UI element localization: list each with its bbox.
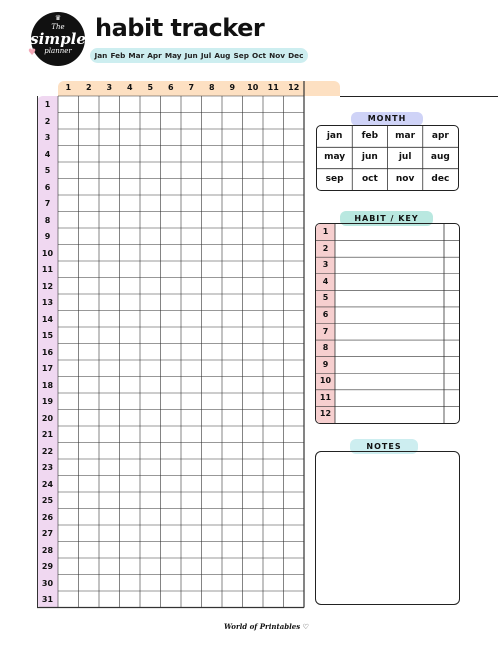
column-number: 9	[229, 83, 236, 92]
heart-outline-icon: ♡	[302, 622, 309, 631]
row-number: 6	[44, 182, 51, 192]
notes-box[interactable]	[315, 451, 460, 605]
habit-key-number: 4	[322, 276, 329, 286]
row-number: 2	[44, 116, 51, 126]
row-number: 31	[41, 595, 54, 604]
row-number: 18	[41, 380, 54, 390]
crown-icon: ♛	[54, 14, 62, 22]
row-number: 14	[41, 314, 54, 324]
heart-icon: ♥	[28, 48, 37, 58]
row-number: 1	[44, 100, 51, 109]
month-short-nov[interactable]: Nov	[269, 51, 285, 60]
month-option-jul[interactable]: jul	[398, 152, 412, 163]
logo-line-3: planner	[44, 46, 72, 55]
habit-key-number: 9	[322, 359, 329, 369]
month-option-jan[interactable]: jan	[326, 131, 343, 141]
month-option-nov[interactable]: nov	[395, 173, 415, 184]
row-number: 25	[41, 496, 54, 505]
month-section-label: MONTH	[351, 112, 423, 126]
month-short-jun[interactable]: Jun	[184, 51, 198, 60]
logo-line-1: The	[51, 22, 65, 31]
habit-key-number: 6	[322, 309, 329, 319]
month-short-feb[interactable]: Feb	[110, 51, 126, 60]
habit-key-number: 10	[319, 376, 332, 386]
month-option-mar[interactable]: mar	[395, 131, 416, 141]
month-option-sep[interactable]: sep	[325, 173, 344, 184]
row-number: 30	[41, 578, 54, 588]
grid-lines	[37, 81, 343, 611]
row-number: 24	[41, 479, 54, 489]
divider-line	[340, 96, 498, 97]
row-number: 7	[44, 199, 51, 208]
month-short-jan[interactable]: Jan	[94, 51, 108, 60]
habit-key-number: 3	[322, 260, 329, 270]
column-number: 1	[65, 83, 72, 92]
month-grid	[316, 125, 459, 191]
month-short-may[interactable]: May	[164, 51, 182, 60]
row-number: 8	[44, 215, 51, 225]
page-title: habit tracker	[95, 14, 265, 42]
month-option-feb[interactable]: feb	[361, 131, 379, 141]
row-number: 13	[41, 298, 54, 307]
row-number: 10	[41, 248, 54, 258]
footer-credit	[224, 622, 309, 631]
row-number: 29	[41, 562, 54, 571]
month-option-dec[interactable]: dec	[431, 173, 450, 184]
row-number: 4	[44, 149, 51, 159]
notes-label: NOTES	[350, 439, 418, 454]
column-number: 12	[288, 83, 300, 92]
row-number: 27	[41, 529, 54, 538]
habit-key-number: 7	[322, 326, 329, 336]
column-number: 4	[126, 83, 133, 92]
month-short-dec[interactable]: Dec	[288, 51, 304, 60]
row-number: 28	[41, 545, 54, 555]
row-number: 22	[41, 446, 54, 456]
row-number: 5	[44, 166, 51, 175]
column-number: 10	[247, 83, 259, 92]
row-number: 21	[41, 430, 54, 439]
column-number: 7	[188, 83, 195, 92]
row-number: 12	[41, 281, 54, 291]
row-number: 9	[44, 232, 51, 241]
habit-key-table	[315, 223, 460, 424]
footer-text: World of Printables	[224, 622, 301, 631]
column-number: 8	[208, 83, 215, 92]
habit-key-number: 11	[319, 392, 332, 402]
logo-line-2: simple	[30, 29, 86, 48]
month-short-sep[interactable]: Sep	[233, 51, 249, 60]
row-number: 26	[41, 512, 54, 522]
month-short-aug[interactable]: Aug	[214, 51, 231, 60]
habit-key-number: 8	[322, 343, 329, 353]
row-number: 16	[41, 347, 54, 357]
habit-key-number: 5	[322, 293, 329, 303]
row-number: 17	[41, 364, 54, 373]
month-option-aug[interactable]: aug	[430, 152, 450, 163]
column-number: 5	[147, 83, 154, 92]
habit-key-label: HABIT / KEY	[340, 211, 433, 226]
habit-key-number: 1	[322, 227, 329, 236]
month-short-jul[interactable]: Jul	[200, 51, 212, 60]
row-number: 11	[41, 265, 54, 274]
habit-key-number: 12	[319, 409, 332, 419]
month-short-oct[interactable]: Oct	[252, 51, 267, 60]
row-number: 3	[44, 133, 51, 142]
month-short-apr[interactable]: Apr	[147, 51, 162, 60]
month-short-mar[interactable]: Mar	[128, 51, 145, 60]
month-option-apr[interactable]: apr	[431, 131, 449, 141]
column-number: 6	[167, 83, 174, 92]
month-selector-bar	[90, 48, 308, 63]
brand-logo	[28, 12, 86, 66]
column-number: 11	[267, 83, 279, 92]
month-option-jun[interactable]: jun	[361, 152, 378, 163]
row-number: 20	[41, 413, 54, 423]
month-option-may[interactable]: may	[324, 152, 346, 163]
row-number: 15	[41, 331, 54, 340]
habit-key-number: 2	[322, 243, 329, 253]
month-option-oct[interactable]: oct	[361, 173, 378, 184]
habit-key-lines	[316, 224, 459, 423]
row-number: 23	[41, 463, 54, 472]
column-number: 2	[85, 83, 92, 92]
column-number: 3	[106, 83, 113, 92]
row-number: 19	[41, 397, 54, 406]
